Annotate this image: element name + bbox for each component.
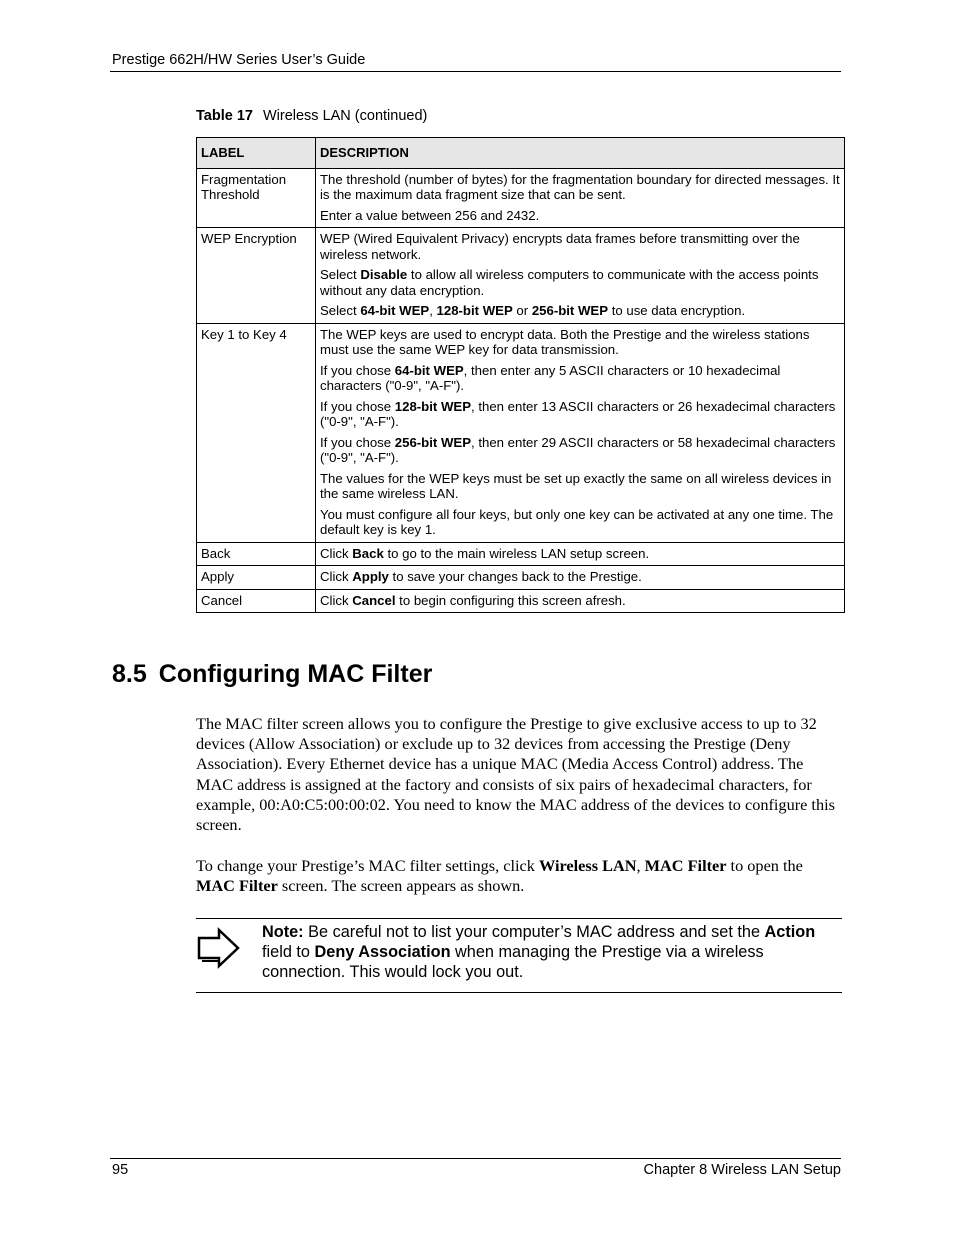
section-title: Configuring MAC Filter (158, 660, 433, 688)
bold-term: Note: (262, 923, 304, 941)
text-run: Be careful not to list your computer’s MAC address and set the (303, 923, 765, 941)
page-number: 95 (112, 1162, 129, 1178)
text-run: You must configure all four keys, but only one key can be activated at any one time. The default key is key 1. (320, 506, 834, 537)
text-run: To change your Prestige’s MAC filter settings, click (196, 856, 539, 875)
row-label: Fragmentation Threshold (197, 168, 316, 228)
description-paragraph (320, 303, 840, 319)
text-run: , then enter 29 ASCII characters or 58 hexadecimal characters ("0-9", "A-F"). (320, 434, 836, 465)
footer-rule (110, 1158, 841, 1159)
table-row (197, 228, 845, 324)
text-run: to open the (726, 856, 803, 875)
section-heading (112, 660, 432, 689)
bold-term: Apply (352, 569, 389, 584)
bold-term: Deny Association (314, 943, 451, 962)
description-paragraph (320, 593, 840, 609)
description-paragraph (320, 172, 840, 203)
description-paragraph (320, 267, 840, 298)
row-label: Key 1 to Key 4 (197, 323, 316, 542)
row-description (316, 168, 845, 228)
row-description (316, 566, 845, 590)
description-paragraph (320, 569, 840, 585)
bold-term: Back (352, 545, 384, 561)
text-run: to allow all wireless computers to communicate with the access points without any data encryption. (320, 267, 819, 298)
description-paragraph (320, 507, 840, 538)
table-caption (196, 108, 427, 124)
running-header: Prestige 662H/HW Series User’s Guide (112, 52, 366, 68)
description-paragraph (320, 471, 840, 502)
text-run: , (636, 856, 645, 875)
bold-term: 128-bit WEP (436, 303, 513, 318)
table-row (197, 168, 845, 228)
text-run: or (512, 303, 532, 318)
text-run: If you chose (320, 398, 395, 414)
header-rule (110, 71, 841, 72)
row-description (316, 542, 845, 566)
text-run: , then enter any 5 ASCII characters or 10 hexadecimal characters ("0-9", "A-F"). (320, 362, 781, 393)
note-top-rule (196, 918, 842, 919)
text-run: Click (320, 592, 353, 608)
bold-term: 64-bit WEP (360, 303, 430, 318)
note-text (262, 922, 842, 983)
table-row (197, 323, 845, 542)
text-run: screen. The screen appears as shown. (277, 876, 525, 896)
body-paragraph-intro (196, 714, 842, 835)
text-run: If you chose (320, 434, 395, 450)
bold-term: Cancel (352, 592, 396, 608)
table-body (197, 168, 845, 613)
row-label: Back (197, 542, 316, 566)
body-paragraph-instructions (196, 856, 842, 896)
column-header-description: DESCRIPTION (316, 138, 845, 169)
description-paragraph (320, 208, 840, 224)
bold-term: 256-bit WEP (531, 303, 609, 318)
bold-term: MAC Filter (644, 856, 727, 875)
row-label: Cancel (197, 589, 316, 613)
text-run: when managing the Prestige via a wireless connection. This would lock you out. (262, 943, 764, 982)
row-description (316, 323, 845, 542)
text-run: WEP (Wired Equivalent Privacy) encrypts data frames before transmitting over the wireless network. (320, 231, 800, 262)
bold-term: 256-bit WEP (394, 434, 471, 450)
text-run: The values for the WEP keys must be set up exactly the same on all wireless devices in the same wireless LAN. (320, 470, 832, 501)
row-description (316, 589, 845, 613)
text-run: to begin configuring this screen afresh. (395, 592, 626, 608)
bold-term: MAC Filter (196, 876, 278, 896)
description-paragraph (320, 399, 840, 430)
table-caption-label: Table 17 (196, 108, 253, 124)
text-run: , then enter 13 ASCII characters or 26 hexadecimal characters ("0-9", "A-F"). (320, 398, 836, 429)
table-row (197, 589, 845, 613)
text-run: Enter a value between 256 and 2432. (320, 207, 540, 223)
table-caption-title: Wireless LAN (continued) (262, 108, 428, 124)
description-paragraph (320, 327, 840, 358)
row-description (316, 228, 845, 324)
column-header-label: LABEL (197, 138, 316, 169)
description-paragraph (320, 435, 840, 466)
text-run: Click (320, 545, 353, 561)
right-arrow-icon (197, 926, 241, 970)
bold-term: 64-bit WEP (394, 362, 464, 378)
bold-term: Action (764, 923, 816, 941)
row-label: Apply (197, 566, 316, 590)
table-row (197, 542, 845, 566)
text-run: The threshold (number of bytes) for the fragmentation boundary for directed messages. It is the maximum data fragment size that can be sent. (320, 171, 840, 202)
note-bottom-rule (196, 992, 842, 993)
chapter-title: Chapter 8 Wireless LAN Setup (643, 1162, 841, 1178)
text-run: Select (320, 303, 361, 318)
description-paragraph (320, 546, 840, 562)
text-run: to go to the main wireless LAN setup screen. (383, 545, 650, 561)
text-run: The WEP keys are used to encrypt data. Both the Prestige and the wireless stations must use the same WEP key for data transmission. (320, 326, 810, 357)
row-label: WEP Encryption (197, 228, 316, 324)
text-run: Select (320, 267, 361, 282)
wireless-lan-table (196, 137, 845, 613)
text-run: to use data encryption. (608, 303, 746, 318)
bold-term: 128-bit WEP (394, 398, 471, 414)
description-paragraph (320, 363, 840, 394)
bold-term: Disable (360, 267, 408, 282)
table-row (197, 566, 845, 590)
bold-term: Wireless LAN (538, 856, 637, 875)
description-paragraph (320, 231, 840, 262)
text-run: , (429, 303, 437, 318)
text-run: The MAC filter screen allows you to configure the Prestige to give exclusive access to up to 32 devices (Allow Association) or exclude up to 32 devices from accessing the Prestige (Deny Association). Every Ethernet device has a unique MAC (Media Access Control) address. The MAC address is assigned at the factory and consists of six pairs of hexadecimal characters, for example, 00:A0:C5:00:00:02. You need to know the MAC address of the devices to configure this screen. (196, 714, 835, 835)
text-run: If you chose (320, 362, 395, 378)
text-run: Click (320, 569, 353, 584)
text-run: field to (262, 943, 315, 962)
section-number: 8.5 (112, 660, 147, 688)
text-run: to save your changes back to the Prestige. (388, 569, 642, 584)
table-header-row (197, 138, 845, 169)
